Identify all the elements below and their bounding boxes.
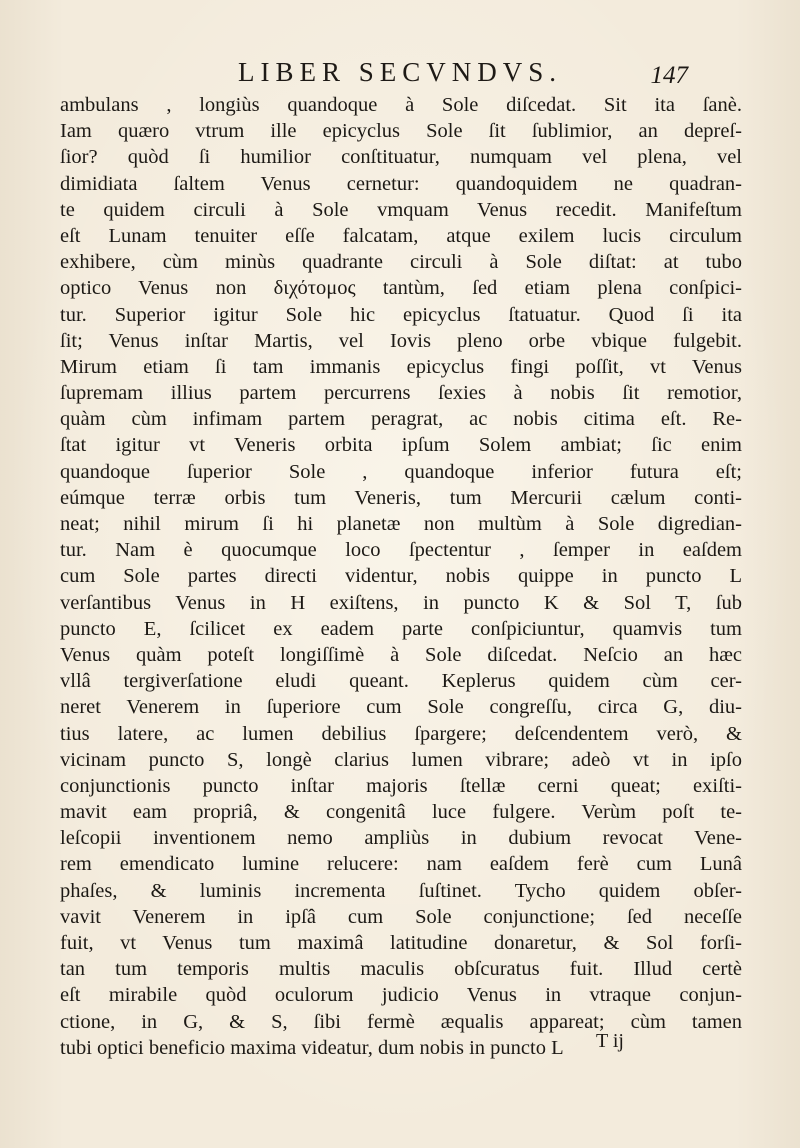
text-line: dimidiata ſaltem Venus cernetur: quandoquidem ne quadran-: [60, 172, 742, 195]
text-line: rem emendicato lumine relucere: nam eaſdem ferè cum Lunâ: [60, 853, 742, 876]
text-line: neret Venerem in ſuperiore cum Sole congreſſu, circa G, diu-: [60, 696, 742, 719]
text-line: ſior? quòd ſi humilior conſtituatur, numquam vel plena, vel: [60, 146, 742, 169]
text-line: Mirum etiam ſi tam immanis epicyclus fingi poſſit, vt Venus: [60, 355, 742, 378]
text-line: vicinam puncto S, longè clarius lumen vibrare; adeò vt in ipſo: [60, 748, 742, 771]
text-line: ſit; Venus inſtar Martis, vel Iovis pleno orbe vbique fulgebit.: [60, 329, 742, 352]
text-line: eúmque terræ orbis tum Veneris, tum Mercurii cælum conti-: [60, 486, 742, 509]
text-line: neat; nihil mirum ſi hi planetæ non multùm à Sole digredian-: [60, 513, 742, 535]
text-line: fuit, vt Venus tum maximâ latitudine donaretur, & Sol forſi-: [60, 932, 742, 954]
text-line: ctione, in G, & S, ſibi fermè æqualis appareat; cùm tamen: [60, 1010, 742, 1033]
text-line: conjunctionis puncto inſtar majoris ſtellæ cerni queat; exiſti-: [60, 774, 742, 797]
text-line: ſupremam illius partem percurrens ſexies à nobis ſit remotior,: [60, 382, 742, 405]
text-line: ſtat igitur vt Veneris orbita ipſum Solem ambiat; ſic enim: [60, 434, 742, 457]
text-line: te quidem circuli à Sole vmquam Venus recedit. Manifeſtum: [60, 198, 742, 221]
text-line: cum Sole partes directi videntur, nobis quippe in puncto L: [60, 565, 742, 588]
text-line: quandoque ſuperior Sole , quandoque inferior futura eſt;: [60, 460, 742, 483]
text-line: Venus quàm poteſt longiſſimè à Sole diſcedat. Neſcio an hæc: [60, 643, 742, 666]
text-line: quàm cùm infimam partem peragrat, ac nobis citima eſt. Re-: [60, 408, 742, 431]
text-line: exhibere, cùm minùs quadrante circuli à Sole diſtat: at tubo: [60, 251, 742, 274]
text-line: ambulans , longiùs quandoque à Sole diſcedat. Sit ita ſanè.: [60, 94, 742, 116]
text-line: optico Venus non διχότομος tantùm, ſed etiam plena conſpici-: [60, 277, 742, 300]
text-line: tubi optici beneficio maxima videatur, dum nobis in puncto L: [60, 1036, 564, 1059]
text-line: phaſes, & luminis incrementa ſuſtinet. Tycho quidem obſer-: [60, 879, 742, 902]
running-title: LIBER SECVNDVS.: [237, 57, 563, 87]
text-line: leſcopii inventionem nemo ampliùs in dubium revocat Vene-: [60, 827, 742, 850]
text-line: vavit Venerem in ipſâ cum Sole conjunctione; ſed neceſſe: [60, 905, 742, 928]
page-number: 147: [650, 62, 688, 89]
text-line: Iam quæro vtrum ille epicyclus Sole ſit ſublimior, an depreſ-: [60, 120, 742, 143]
body-text: [60, 92, 742, 1061]
text-line: mavit eam propriâ, & congenitâ luce fulgere. Verùm poſt te-: [60, 801, 742, 824]
text-line: tur. Superior igitur Sole hic epicyclus ſtatuatur. Quod ſi ita: [60, 303, 742, 326]
text-line: vllâ tergiverſatione eludi queant. Keplerus quidem cùm cer-: [60, 670, 742, 693]
text-line: tan tum temporis multis maculis obſcuratus fuit. Illud certè: [60, 958, 742, 981]
text-line: tius latere, ac lumen debilius ſpargere; deſcendentem verò, &: [60, 722, 742, 745]
text-line: verſantibus Venus in H exiſtens, in puncto K & Sol T, ſub: [60, 591, 742, 614]
text-line: eſt mirabile quòd oculorum judicio Venus in vtraque conjun-: [60, 984, 742, 1007]
running-head: [0, 52, 800, 92]
text-line: eſt Lunam tenuiter eſſe falcatam, atque exilem lucis circulum: [60, 224, 742, 247]
text-line: puncto E, ſcilicet ex eadem parte conſpiciuntur, quamvis tum: [60, 617, 742, 640]
signature-mark: T ij: [596, 1030, 624, 1052]
text-line: tur. Nam è quocumque loco ſpectentur , ſemper in eaſdem: [60, 539, 742, 562]
